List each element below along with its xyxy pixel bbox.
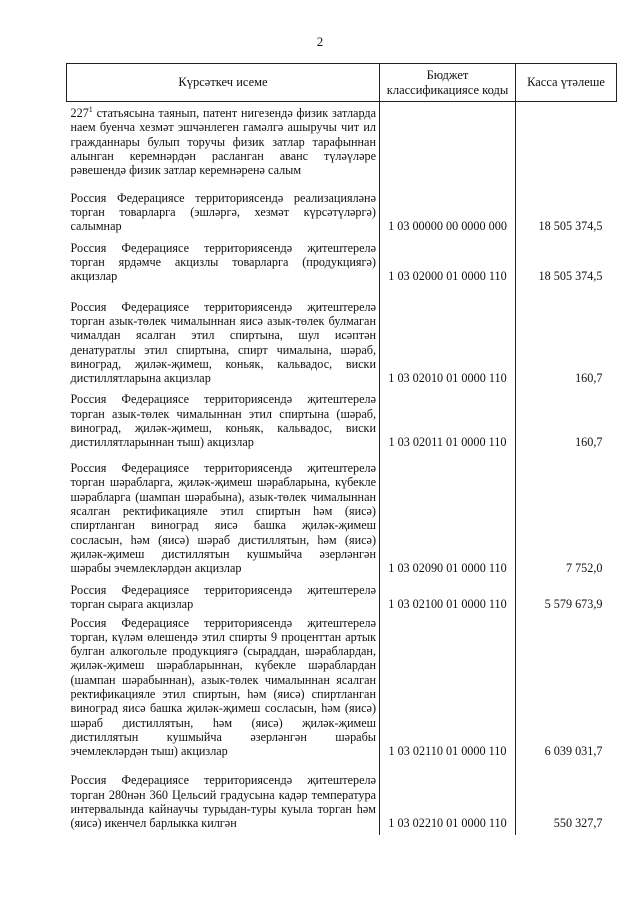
row-code: 1 03 02010 01 0000 110 — [380, 288, 516, 390]
table-row — [67, 763, 617, 835]
row-name: Россия Федерациясе территориясендә җитештерелә торган сырага акцизлар — [67, 580, 380, 616]
page-number: 2 — [316, 34, 324, 49]
table-row — [67, 238, 617, 288]
table-row — [67, 288, 617, 390]
row-amount: 18 505 374,5 — [516, 238, 617, 288]
row-code: 1 03 00000 00 0000 000 — [380, 182, 516, 238]
header-indicator-name: Күрсәткеч исеме — [67, 64, 380, 102]
table-row — [67, 454, 617, 580]
budget-table — [66, 63, 617, 835]
row-code: 1 03 02090 01 0000 110 — [380, 454, 516, 580]
article-number: 227 — [70, 106, 89, 121]
row-name: Россия Федерациясе территориясендә җитештерелә торган азык-төлек чималыннан яисә азык-төлек булмаган чималдан ясалган этил спиртына, шул исәптән денатуратлы этил спиртына, спирт чималына, шәраб, виноград, җиләк-җимеш, коньяк, кальвадос, виски дистиллятларына акцизлар — [67, 288, 380, 390]
row-amount: 160,7 — [516, 390, 617, 454]
header-budget-code: Бюджет классификациясе коды — [380, 64, 516, 102]
row-code — [380, 102, 516, 182]
table-row — [67, 390, 617, 454]
row-amount: 5 579 673,9 — [516, 580, 617, 616]
row-code: 1 03 02110 01 0000 110 — [380, 616, 516, 763]
row-code: 1 03 02000 01 0000 110 — [380, 238, 516, 288]
row-amount: 160,7 — [516, 288, 617, 390]
row-code: 1 03 02011 01 0000 110 — [380, 390, 516, 454]
table-row — [67, 182, 617, 238]
article-superscript: 1 — [88, 105, 93, 114]
row-amount: 550 327,7 — [516, 763, 617, 835]
row-amount: 6 039 031,7 — [516, 616, 617, 763]
table-row — [67, 102, 617, 182]
row-name: Россия Федерациясе территориясендә җитештерелә торган, күләм өлешендә этил спирты 9 проценттан артык булган алкогольле продукциягә (сыраддан, шәраблардан, җиләк-җимеш шәрабларыннан, күбекле шәраблардан (шампан шәрабыннан), азык-төлек чималыннан ясалган ректификацияле этил спиртын, һәм (яисә) спиртланган виноград яисә башка җиләк-җимеш сосласын, һәм (яисә) шәраб дистиллятын, һәм (яисә) җиләк-җимеш дистиллятын кушмыйча әзерләнгән шәрабы эчемлекләрдән тыш) акцизлар — [67, 616, 380, 763]
table-row — [67, 616, 617, 763]
row-amount: 7 752,0 — [516, 454, 617, 580]
table-header-row — [67, 64, 617, 102]
row-name: Россия Федерациясе территориясендә җитештерелә торган шәрабларга, җиләк-җимеш шәрабларына, күбекле шәрабларга (шампан шәрабына), азык-төлек чималыннан ясалган ректификацияле этил спиртын һәм (яисә) спиртланган виноград яисә башка җиләк-җимеш сосласын, һәм (яисә) шәраб дистиллятын, һәм (яисә) җиләк-җимеш дистиллятын кушмыйча әзерләнгән шәрабы эчемлекләрдән акцизлар — [67, 454, 380, 580]
row-name: Россия Федерациясе территориясендә җитештерелә торган ярдәмче акцизлы товарларга (продукциягә) акцизлар — [67, 238, 380, 288]
table-row — [67, 580, 617, 616]
intro-text: статьясына таянып, патент нигезендә физик затларда наем буенча хезмәт эшчәнлеген гамәлгә ашыручы чит ил гражданнары булып торучы физик затлар тарафыннан алынган керемнәрдән расланган аванс түләүләре рәвешендә физик затлар керемнәренә салым — [70, 106, 376, 178]
row-amount — [516, 102, 617, 182]
row-amount: 18 505 374,5 — [516, 182, 617, 238]
row-name: Россия Федерациясе территориясендә җитештерелә торган 280нән 360 Цельсий градусына кадәр температура интервалында кайнаучы турыдан-туры куыла торган һәм (яисә) икенчел барлыкка килгән — [67, 763, 380, 835]
header-cash-execution: Касса үтәлеше — [516, 64, 617, 102]
row-name: Россия Федерациясе территориясендә реализацияләнә торган товарларга (эшләргә, хезмәт күрсәтүләргә) салымнар — [67, 182, 380, 238]
row-code: 1 03 02210 01 0000 110 — [380, 763, 516, 835]
row-code: 1 03 02100 01 0000 110 — [380, 580, 516, 616]
row-name — [67, 102, 380, 182]
row-name: Россия Федерациясе территориясендә җитештерелә торган азык-төлек чималыннан этил спиртына (шәраб, виноград, җиләк-җимеш, коньяк, кальвадос, виски дистиллятларыннан тыш) акцизлар — [67, 390, 380, 454]
